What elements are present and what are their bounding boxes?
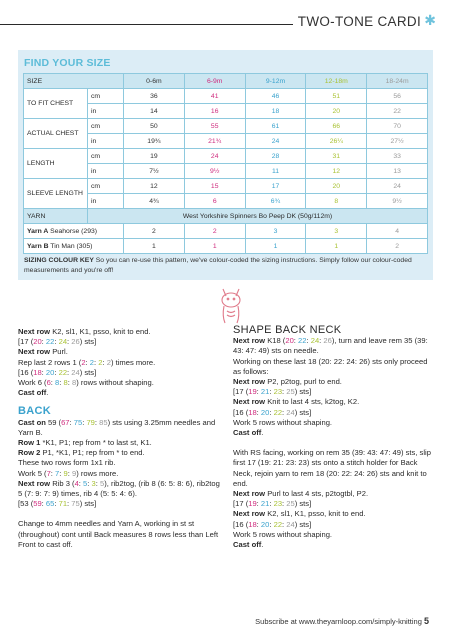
measure-value: 21¾ bbox=[184, 134, 245, 149]
pattern-line: With RS facing, working on rem 35 (39: 43: 47: 49) sts, slip first 17 (19: 21: 23: 23) sts onto a stitch holder for Back Neck, rejoin yarn to rem 18 (20: 22: 24: 26) sts and knit to end. bbox=[233, 448, 431, 488]
measure-value: 4¾ bbox=[124, 194, 185, 209]
measure-value: 26¼ bbox=[306, 134, 367, 149]
yarn-amount-row bbox=[24, 224, 428, 239]
measure-value: 24 bbox=[245, 134, 306, 149]
measure-value: 56 bbox=[367, 89, 428, 104]
measure-value: 19¾ bbox=[124, 134, 185, 149]
table-row bbox=[24, 89, 428, 104]
pattern-line: [17 (20: 22: 24: 26) sts] bbox=[18, 337, 97, 347]
measure-value: 17 bbox=[245, 179, 306, 194]
right-column bbox=[233, 325, 433, 550]
size-section-title: FIND YOUR SIZE bbox=[24, 57, 111, 69]
measure-value: 18 bbox=[245, 104, 306, 119]
measure-value: 55 bbox=[184, 119, 245, 134]
pattern-line: Next row P2, p2tog, purl to end. bbox=[233, 377, 342, 387]
yarn-description: West Yorkshire Spinners Bo Peep DK (50g/112m) bbox=[88, 209, 428, 224]
left-column bbox=[18, 327, 225, 550]
pattern-line: [16 (18: 20: 22: 24) sts] bbox=[233, 407, 312, 417]
measure-value: 13 bbox=[367, 164, 428, 179]
measure-value: 70 bbox=[367, 119, 428, 134]
pattern-line: Work 6 (6: 8: 8: 8) rows without shaping. bbox=[18, 378, 154, 388]
yarn-name: Yarn A Seahorse (293) bbox=[24, 224, 124, 239]
unit-cell: in bbox=[88, 104, 124, 119]
header-rule bbox=[0, 24, 293, 25]
change-needles-text: Change to 4mm needles and Yarn A, working in st st (throughout) cont until Back measures 8 rows less than Left Front to cast off. bbox=[18, 519, 219, 549]
measure-value: 19 bbox=[124, 149, 185, 164]
size-col-header: 9-12m bbox=[245, 74, 306, 89]
pattern-line: Next row K2, sl1, K1, psso, knit to end. bbox=[18, 327, 151, 336]
measure-label: ACTUAL CHEST bbox=[24, 119, 88, 149]
yarn-amount: 1 bbox=[245, 239, 306, 254]
pattern-line: Next row K18 (20: 22: 24: 26), turn and leave rem 35 (39: 43: 47: 49) sts on needle. bbox=[233, 336, 428, 356]
yarn-amount: 1 bbox=[184, 239, 245, 254]
page-title: TWO-TONE CARDI bbox=[297, 14, 421, 29]
unit-cell: in bbox=[88, 164, 124, 179]
measure-value: 12 bbox=[124, 179, 185, 194]
pattern-line: Next row Purl. bbox=[18, 347, 68, 357]
pattern-line: Cast on 59 (67: 75: 79: 85) sts using 3.25mm needles and Yarn B. bbox=[18, 417, 216, 437]
measure-value: 7½ bbox=[124, 164, 185, 179]
unit-cell: cm bbox=[88, 89, 124, 104]
knitting-cat-logo bbox=[215, 283, 247, 325]
yarn-amount: 4 bbox=[367, 224, 428, 239]
table-row bbox=[24, 119, 428, 134]
pattern-line: Working on these last 18 (20: 22: 24: 26) sts only proceed as follows: bbox=[233, 356, 428, 376]
yarn-amount-row bbox=[24, 239, 428, 254]
measure-value: 6 bbox=[184, 194, 245, 209]
pattern-line: Work 5 rows without shaping. bbox=[233, 529, 333, 539]
pattern-line: These two rows form 1x1 rib. bbox=[18, 458, 116, 468]
yarn-amount: 3 bbox=[245, 224, 306, 239]
measure-value: 20 bbox=[306, 104, 367, 119]
measure-value: 11 bbox=[245, 164, 306, 179]
size-header-cell: SIZE bbox=[24, 74, 124, 89]
measure-value: 24 bbox=[367, 179, 428, 194]
measure-value: 33 bbox=[367, 149, 428, 164]
shape-back-neck-heading: SHAPE BACK NECK bbox=[233, 324, 342, 336]
size-col-header: 18-24m bbox=[367, 74, 428, 89]
measure-value: 28 bbox=[245, 149, 306, 164]
yarn-amount: 2 bbox=[184, 224, 245, 239]
measure-value: 9½ bbox=[184, 164, 245, 179]
yarn-amount: 3 bbox=[306, 224, 367, 239]
key-title: SIZING COLOUR KEY bbox=[24, 257, 94, 264]
measure-value: 12 bbox=[306, 164, 367, 179]
measure-value: 9½ bbox=[367, 194, 428, 209]
footer bbox=[255, 616, 429, 626]
key-text: So you can re-use this pattern, we've colour-coded the sizing instructions. Simply follow our colour-coded measurements and you're off! bbox=[24, 257, 412, 274]
pattern-line: [16 (18: 20: 22: 24) sts] bbox=[233, 519, 312, 529]
pattern-line: Work 5 (7: 7: 9: 9) rows more. bbox=[18, 468, 119, 478]
measure-label: SLEEVE LENGTH bbox=[24, 179, 88, 209]
yarn-amount: 1 bbox=[306, 239, 367, 254]
back-heading: BACK bbox=[18, 405, 51, 418]
unit-cell: cm bbox=[88, 119, 124, 134]
measure-label: LENGTH bbox=[24, 149, 88, 179]
pattern-line: Rep last 2 rows 1 (2: 2: 2: 2) times more. bbox=[18, 357, 156, 367]
yarn-name: Yarn B Tin Man (305) bbox=[24, 239, 124, 254]
size-col-header: 6-9m bbox=[184, 74, 245, 89]
yarn-amount: 1 bbox=[124, 239, 185, 254]
measure-value: 8 bbox=[306, 194, 367, 209]
measure-value: 16 bbox=[184, 104, 245, 119]
measure-value: 15 bbox=[184, 179, 245, 194]
yarn-amount: 2 bbox=[367, 239, 428, 254]
measure-value: 14 bbox=[124, 104, 185, 119]
measure-value: 20 bbox=[306, 179, 367, 194]
measure-value: 36 bbox=[124, 89, 185, 104]
measure-value: 24 bbox=[184, 149, 245, 164]
pattern-line: Cast off. bbox=[18, 388, 49, 398]
table-header-row bbox=[24, 74, 428, 89]
measure-value: 51 bbox=[306, 89, 367, 104]
unit-cell: in bbox=[88, 134, 124, 149]
sizing-colour-key bbox=[24, 256, 428, 276]
pattern-line: Next row Knit to last 4 sts, k2tog, K2. bbox=[233, 397, 360, 407]
yarn-row bbox=[24, 209, 428, 224]
table-row bbox=[24, 179, 428, 194]
measure-value: 6¾ bbox=[245, 194, 306, 209]
pattern-line: Next row Rib 3 (4: 5: 3: 5), rib2tog, (rib 8 (6: 5: 8: 6), rib2tog 5 (7: 9: 7: 9) times, rib 4 (5: 5: 4: 6). bbox=[18, 478, 220, 499]
pattern-line: [53 (59: 65: 71: 75) sts] bbox=[18, 499, 97, 509]
subscribe-link[interactable]: Subscribe at www.theyarnloop.com/simply-knitting bbox=[255, 617, 422, 626]
measure-value: 66 bbox=[306, 119, 367, 134]
pattern-line: Row 2 P1, *K1, P1; rep from * to end. bbox=[18, 448, 145, 458]
yarn-amount: 2 bbox=[124, 224, 185, 239]
size-col-header: 12-18m bbox=[306, 74, 367, 89]
snowflake-icon: ✱ bbox=[424, 12, 436, 28]
pattern-line: [17 (19: 21: 23: 25) sts] bbox=[233, 499, 312, 509]
page-number: 5 bbox=[423, 616, 429, 626]
measure-value: 41 bbox=[184, 89, 245, 104]
unit-cell: cm bbox=[88, 179, 124, 194]
measure-value: 61 bbox=[245, 119, 306, 134]
pattern-line: Cast off. bbox=[233, 540, 264, 550]
measure-value: 50 bbox=[124, 119, 185, 134]
measure-value: 31 bbox=[306, 149, 367, 164]
size-col-header: 0-6m bbox=[124, 74, 185, 89]
yarn-label: YARN bbox=[24, 209, 88, 224]
size-table bbox=[23, 73, 428, 254]
pattern-line: Next row K2, sl1, K1, psso, knit to end. bbox=[233, 509, 366, 519]
unit-cell: cm bbox=[88, 149, 124, 164]
measure-value: 22 bbox=[367, 104, 428, 119]
measure-label: TO FIT CHEST bbox=[24, 89, 88, 119]
pattern-line: Cast off. bbox=[233, 428, 264, 438]
table-row bbox=[24, 149, 428, 164]
measure-value: 46 bbox=[245, 89, 306, 104]
pattern-line: Work 5 rows without shaping. bbox=[233, 417, 333, 427]
pattern-line: [17 (19: 21: 23: 25) sts] bbox=[233, 387, 312, 397]
pattern-line: Row 1 *K1, P1; rep from * to last st, K1. bbox=[18, 438, 152, 448]
measure-value: 27½ bbox=[367, 134, 428, 149]
pattern-line: [16 (18: 20: 22: 24) sts] bbox=[18, 367, 97, 377]
unit-cell: in bbox=[88, 194, 124, 209]
pattern-line: Next row Purl to last 4 sts, p2togtbl, P2. bbox=[233, 489, 369, 499]
